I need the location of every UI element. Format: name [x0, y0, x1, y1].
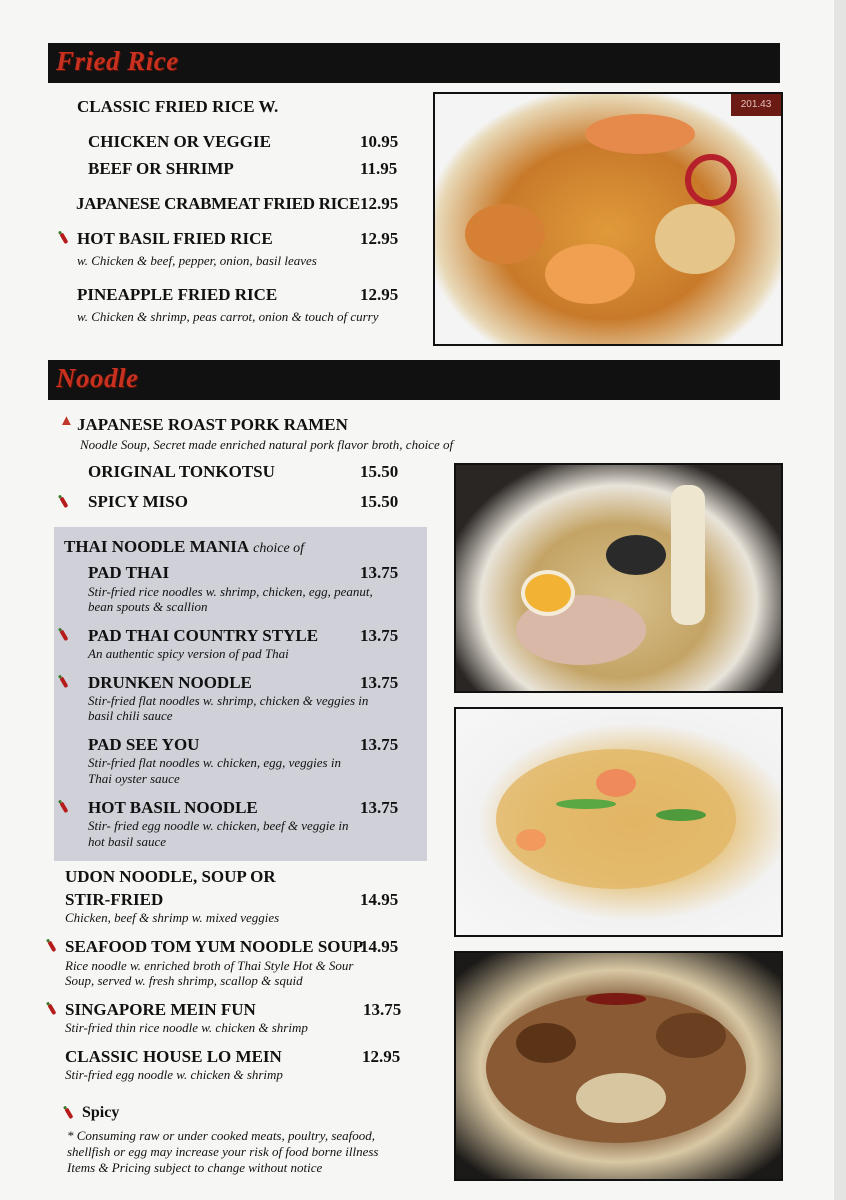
- menu-item-name: PAD SEE YOU: [88, 735, 200, 754]
- menu-item-name: PINEAPPLE FRIED RICE: [77, 285, 278, 304]
- menu-item-price: 13.75: [360, 735, 399, 754]
- fried-rice-photo: [433, 92, 783, 346]
- menu-item-name: HOT BASIL FRIED RICE: [77, 229, 273, 248]
- thumbs-up-icon: ▲: [59, 413, 74, 429]
- menu-item-desc: Stir-fried thin rice noodle w. chicken & shrimp: [65, 1020, 308, 1035]
- menu-item-name: STIR-FRIED: [65, 890, 164, 909]
- menu-item-desc: Thai oyster sauce: [88, 771, 180, 786]
- footer-note: shellfish or egg may increase your risk of food borne illness: [67, 1144, 379, 1159]
- menu-item-price: 13.75: [360, 626, 399, 645]
- mania-title-line: [64, 537, 304, 557]
- chili-icon: [60, 497, 69, 509]
- page-edge: [834, 0, 846, 1200]
- footer-note: * Consuming raw or under cooked meats, poultry, seafood,: [67, 1128, 376, 1143]
- menu-item-desc: Stir- fried egg noodle w. chicken, beef & veggie in: [88, 818, 349, 833]
- menu-item-name: BEEF OR SHRIMP: [88, 159, 234, 178]
- menu-item-name: PAD THAI COUNTRY STYLE: [88, 626, 319, 645]
- menu-item-desc: Stir-fried rice noodles w. shrimp, chicken, egg, peanut,: [88, 584, 373, 599]
- menu-item-price: 13.75: [363, 1000, 402, 1019]
- menu-item-desc: Stir-fried egg noodle w. chicken & shrimp: [65, 1067, 283, 1082]
- ramen-option-name: ORIGINAL TONKOTSU: [88, 462, 275, 481]
- chili-icon: [48, 1004, 57, 1016]
- menu-item-desc: w. Chicken & shrimp, peas carrot, onion & touch of curry: [77, 309, 379, 324]
- section-heading: Fried Rice: [56, 46, 179, 76]
- menu-item-price: 11.95: [360, 159, 398, 178]
- ramen-option-price: 15.50: [360, 492, 399, 511]
- menu-item-price: 14.95: [360, 890, 399, 909]
- menu-item-name: CHICKEN OR VEGGIE: [88, 132, 271, 151]
- mania-title: THAI NOODLE MANIA: [64, 537, 250, 556]
- menu-item-desc: Rice noodle w. enriched broth of Thai Style Hot & Sour: [65, 958, 354, 973]
- menu-item-name: DRUNKEN NOODLE: [88, 673, 252, 692]
- menu-item-name: JAPANESE CRABMEAT FRIED RICE: [76, 194, 360, 213]
- menu-item-desc: Stir-fried flat noodles w. chicken, egg, veggies in: [88, 755, 341, 770]
- menu-item-name: SINGAPORE MEIN FUN: [65, 1000, 256, 1019]
- noodle-banner: [48, 360, 780, 400]
- lo-mein-photo: [454, 951, 783, 1181]
- section-heading: Noodle: [56, 363, 139, 393]
- menu-item-price: 10.95: [360, 132, 399, 151]
- menu-item-price: 12.95: [360, 229, 399, 248]
- pad-thai-photo: [454, 707, 783, 937]
- menu-item-price: 14.95: [360, 937, 399, 956]
- menu-item-price: 12.95: [360, 285, 399, 304]
- menu-item-name: CLASSIC HOUSE LO MEIN: [65, 1047, 282, 1066]
- fried-rice-banner: [48, 43, 780, 83]
- menu-item-desc: Soup, served w. fresh shrimp, scallop & squid: [65, 973, 303, 988]
- ramen-photo: [454, 463, 783, 693]
- menu-item-desc: bean spouts & scallion: [88, 599, 208, 614]
- spicy-legend: Spicy: [82, 1104, 120, 1121]
- photo-label: 201.43: [731, 94, 781, 116]
- menu-item-desc: hot basil sauce: [88, 834, 166, 849]
- menu-item-name: HOT BASIL NOODLE: [88, 798, 258, 817]
- menu-item-name: SEAFOOD TOM YUM NOODLE SOUP: [65, 937, 364, 956]
- chili-icon: [48, 941, 57, 953]
- mania-subtitle: choice of: [253, 541, 305, 556]
- menu-item-price: 13.75: [360, 798, 399, 817]
- footer-note: Items & Pricing subject to change without notice: [67, 1160, 323, 1175]
- menu-item-price: 12.95: [362, 1047, 401, 1066]
- classic-fried-rice-title: CLASSIC FRIED RICE W.: [77, 97, 279, 116]
- ramen-desc: Noodle Soup, Secret made enriched natural pork flavor broth, choice of: [80, 437, 454, 452]
- menu-item-desc: An authentic spicy version of pad Thai: [88, 646, 289, 661]
- menu-item-desc: Chicken, beef & shrimp w. mixed veggies: [65, 910, 280, 925]
- menu-item-price: 13.75: [360, 673, 399, 692]
- chili-icon: [60, 233, 69, 245]
- chili-icon: [65, 1108, 74, 1120]
- menu-item-price: 13.75: [360, 563, 399, 582]
- ramen-name: JAPANESE ROAST PORK RAMEN: [77, 415, 348, 434]
- menu-item-name: PAD THAI: [88, 563, 170, 582]
- menu-item-desc: Stir-fried flat noodles w. shrimp, chicken & veggies in: [88, 693, 369, 708]
- menu-item-desc: w. Chicken & beef, pepper, onion, basil leaves: [77, 253, 317, 268]
- menu-item-price: 12.95: [360, 194, 399, 213]
- menu-item-name: UDON NOODLE, SOUP OR: [65, 867, 276, 886]
- ramen-option-price: 15.50: [360, 462, 399, 481]
- ramen-option-name: SPICY MISO: [88, 492, 188, 511]
- menu-item-desc: basil chili sauce: [88, 708, 173, 723]
